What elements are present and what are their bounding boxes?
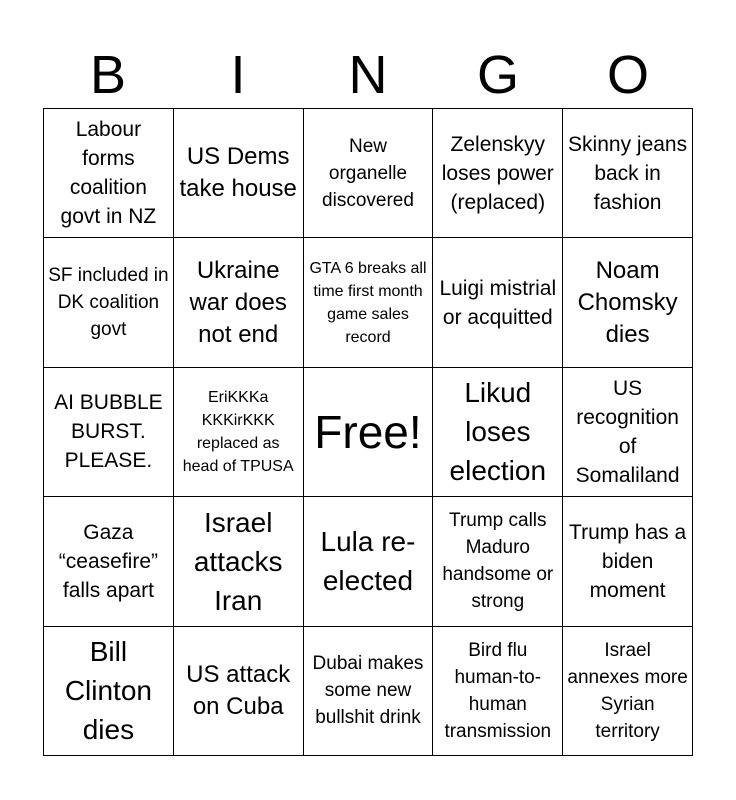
- cell-text: Trump calls Maduro handsome or strong: [442, 510, 554, 613]
- cell-text: Bird flu human-to-human transmission: [444, 639, 552, 742]
- bingo-cell-r3c1[interactable]: [44, 368, 174, 497]
- cell-text: Labour forms coalition govt in NZ: [60, 118, 157, 229]
- cell-text: Noam Chomsky dies: [577, 256, 678, 348]
- bingo-cell-r1c2[interactable]: [174, 109, 304, 238]
- bingo-cell-r1c4[interactable]: [433, 109, 563, 238]
- cell-text: AI BUBBLE BURST. PLEASE.: [54, 391, 163, 473]
- cell-text: Free!: [314, 405, 422, 458]
- cell-text: Israel attacks Iran: [193, 506, 283, 616]
- bingo-cell-r5c1[interactable]: [44, 627, 174, 756]
- bingo-cell-free-space[interactable]: [304, 368, 434, 497]
- bingo-cell-r5c4[interactable]: [433, 627, 563, 756]
- cell-text: Dubai makes some new bullshit drink: [312, 653, 424, 729]
- bingo-cell-r1c3[interactable]: [304, 109, 434, 238]
- bingo-cell-r2c4[interactable]: [433, 238, 563, 367]
- cell-text: US recognition of Somaliland: [575, 376, 680, 487]
- header-letter-g: G: [476, 45, 519, 105]
- header-letter-n: N: [348, 45, 388, 105]
- bingo-cell-r4c1[interactable]: [44, 497, 174, 626]
- header-letter-o: O: [606, 45, 649, 105]
- cell-text: Ukraine war does not end: [189, 256, 287, 348]
- cell-text: Lula re-elected: [320, 526, 416, 597]
- bingo-header: [43, 42, 693, 108]
- cell-text: GTA 6 breaks all time first month game sales record: [309, 259, 427, 346]
- cell-text: SF included in DK coalition govt: [48, 265, 169, 341]
- bingo-cell-r4c3[interactable]: [304, 497, 434, 626]
- bingo-cell-r4c2[interactable]: [174, 497, 304, 626]
- cell-text: US Dems take house: [179, 143, 297, 203]
- bingo-cell-r5c3[interactable]: [304, 627, 434, 756]
- bingo-cell-r2c3[interactable]: [304, 238, 434, 367]
- bingo-cell-r2c2[interactable]: [174, 238, 304, 367]
- bingo-cell-r5c5[interactable]: [563, 627, 693, 756]
- cell-text: EriKKKa KKKirKKK replaced as head of TPUSA: [182, 388, 294, 475]
- header-letter-i: I: [230, 45, 246, 105]
- bingo-cell-r4c4[interactable]: [433, 497, 563, 626]
- bingo-cell-r3c5[interactable]: [563, 368, 693, 497]
- cell-text: Skinny jeans back in fashion: [568, 132, 688, 214]
- bingo-cell-r3c2[interactable]: [174, 368, 304, 497]
- cell-text: Likud loses election: [449, 377, 547, 487]
- bingo-board: [43, 108, 693, 756]
- cell-text: Israel annexes more Syrian territory: [567, 639, 688, 742]
- cell-text: Luigi mistrial or acquitted: [439, 276, 557, 329]
- bingo-cell-r1c1[interactable]: [44, 109, 174, 238]
- cell-text: Zelenskyy loses power (replaced): [441, 132, 554, 214]
- bingo-cell-r2c1[interactable]: [44, 238, 174, 367]
- bingo-cell-r4c5[interactable]: [563, 497, 693, 626]
- cell-text: New organelle discovered: [322, 135, 414, 211]
- bingo-cell-r3c4[interactable]: [433, 368, 563, 497]
- cell-text: Trump has a biden moment: [569, 520, 687, 602]
- cell-text: Gaza “ceasefire” falls apart: [58, 520, 158, 602]
- cell-text: Bill Clinton dies: [64, 636, 152, 746]
- header-letter-b: B: [89, 45, 127, 105]
- cell-text: US attack on Cuba: [186, 660, 291, 720]
- bingo-cell-r5c2[interactable]: [174, 627, 304, 756]
- bingo-cell-r2c5[interactable]: [563, 238, 693, 367]
- bingo-cell-r1c5[interactable]: [563, 109, 693, 238]
